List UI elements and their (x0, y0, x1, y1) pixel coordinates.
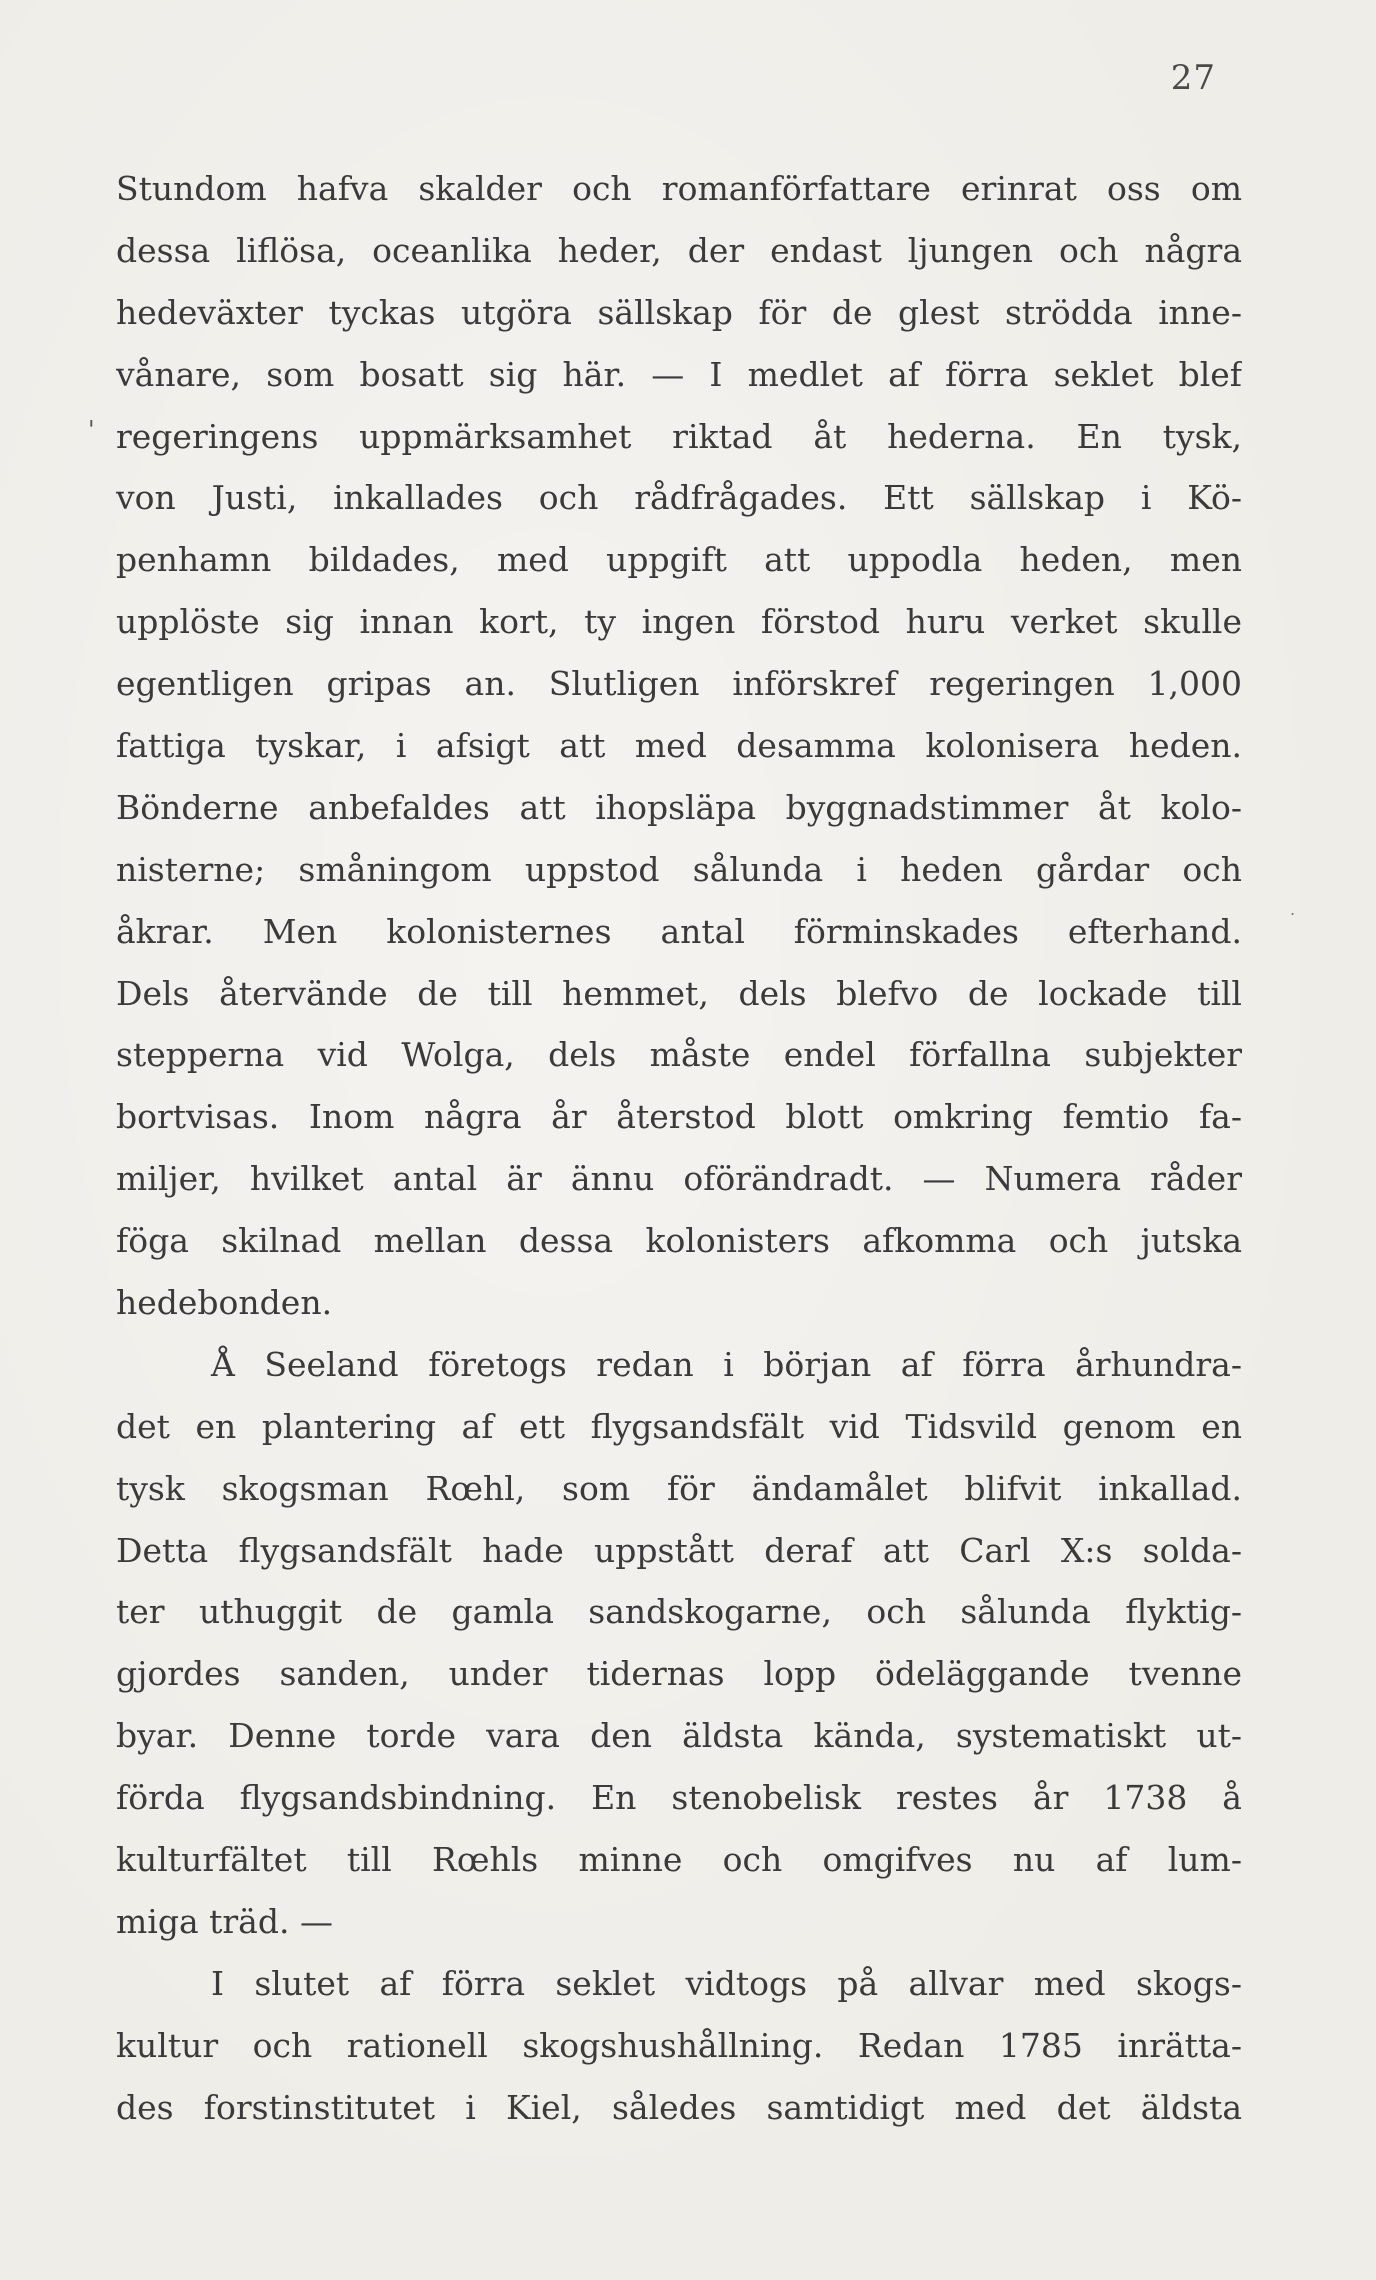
text-line: miga träd. — (116, 1901, 333, 1941)
text-line: Detta flygsandsfält hade uppstått deraf att Carl X:s solda- (116, 1530, 1242, 1570)
text-line: gjordes sanden, under tidernas lopp ödeläggande tvenne (116, 1654, 1242, 1694)
body-text (116, 158, 1242, 2139)
text-line: hedebonden. (116, 1283, 333, 1323)
text-line: I slutet af förra seklet vidtogs på allvar med skogs- (211, 1963, 1242, 2003)
text-line: Dels återvände de till hemmet, dels blefvo de lockade till (116, 973, 1242, 1013)
page-number: 27 (1170, 58, 1216, 98)
text-line: miljer, hvilket antal är ännu oförändradt. — Numera råder (116, 1159, 1242, 1199)
text-line: föga skilnad mellan dessa kolonisters afkomma och jutska (116, 1221, 1242, 1261)
text-line: dessa liflösa, oceanlika heder, der endast ljungen och några (116, 230, 1242, 270)
text-line: kulturfältet till Rœhls minne och omgifves nu af lum- (116, 1840, 1242, 1880)
text-line: nisterne; småningom uppstod sålunda i heden gårdar och (116, 849, 1242, 889)
text-line: stepperna vid Wolga, dels måste endel förfallna subjekter (116, 1035, 1242, 1075)
text-line: des forstinstitutet i Kiel, således samtidigt med det äldsta (116, 2087, 1242, 2127)
text-line: egentligen gripas an. Slutligen införskref regeringen 1,000 (116, 664, 1242, 704)
text-line: Stundom hafva skalder och romanförfattare erinrat oss om (116, 169, 1242, 208)
text-line: vånare, som bosatt sig här. — I medlet af förra seklet blef (116, 354, 1242, 394)
margin-mark-right: . (1290, 900, 1296, 919)
text-line: det en plantering af ett flygsandsfält vid Tidsvild genom en (116, 1406, 1242, 1446)
text-line: tysk skogsman Rœhl, som för ändamålet blifvit inkallad. (116, 1468, 1242, 1508)
text-line: Bönderne anbefaldes att ihopsläpa byggnadstimmer åt kolo- (116, 787, 1242, 827)
text-line: kultur och rationell skogshushållning. Redan 1785 inrätta- (116, 2025, 1242, 2065)
text-line: åkrar. Men kolonisternes antal förminskades efterhand. (116, 911, 1242, 951)
text-line: Å Seeland företogs redan i början af förra århundra- (211, 1344, 1242, 1384)
text-line: fattiga tyskar, i afsigt att med desamma kolonisera heden. (116, 726, 1242, 766)
text-line: upplöste sig innan kort, ty ingen förstod huru verket skulle (116, 602, 1242, 642)
text-line: regeringens uppmärksamhet riktad åt hederna. En tysk, (116, 416, 1242, 456)
text-line: ter uthuggit de gamla sandskogarne, och sålunda flyktig- (116, 1592, 1242, 1632)
text-line: hedeväxter tyckas utgöra sällskap för de glest strödda inne- (116, 292, 1242, 332)
text-line: penhamn bildades, med uppgift att uppodla heden, men (116, 540, 1242, 580)
text-line: förda flygsandsbindning. En stenobelisk restes år 1738 å (116, 1778, 1242, 1818)
margin-mark-left: ' (88, 416, 95, 444)
text-line: bortvisas. Inom några år återstod blott omkring femtio fa- (116, 1097, 1242, 1137)
text-line: byar. Denne torde vara den äldsta kända, systematiskt ut- (116, 1716, 1242, 1756)
text-line: von Justi, inkallades och rådfrågades. Ett sällskap i Kö- (116, 478, 1242, 518)
